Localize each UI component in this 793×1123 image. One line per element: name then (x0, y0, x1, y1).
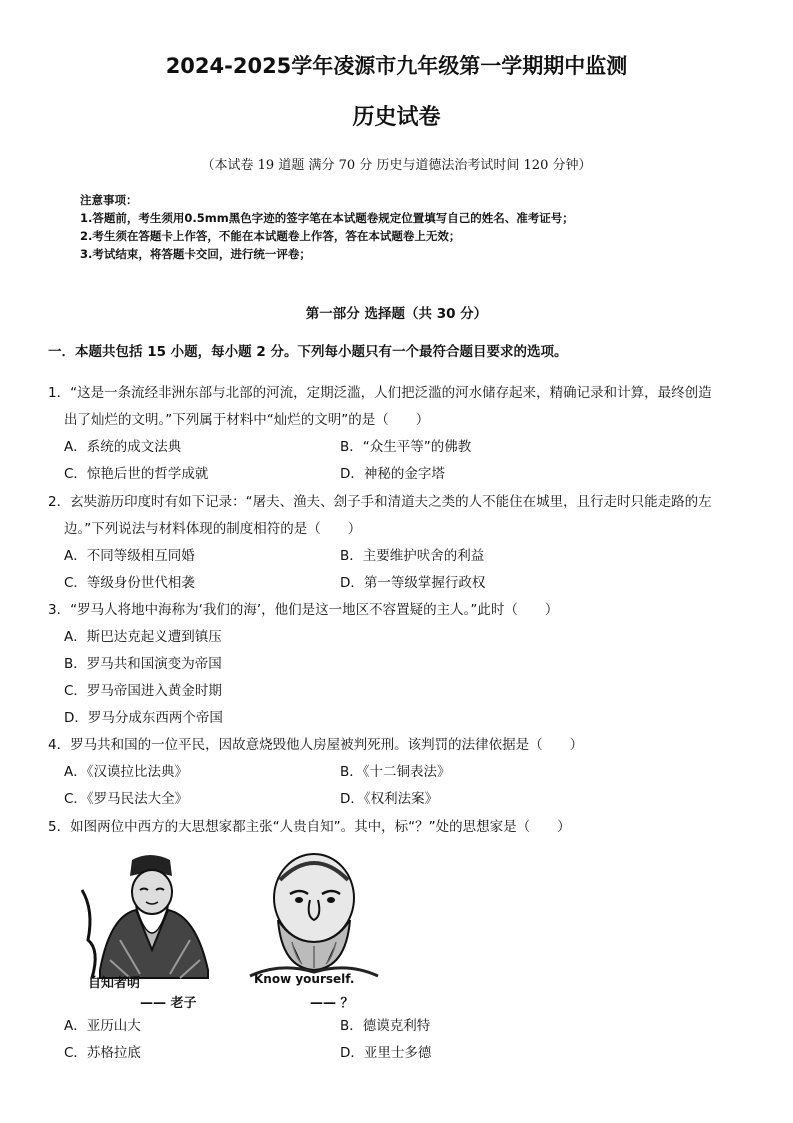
thinkers-figure (80, 850, 380, 1010)
question-stem: 2．玄奘游历印度时有如下记录：“屠夫、渔夫、刽子手和清道夫之类的人不能住在城里，且行走时只能走路的左 (48, 494, 712, 510)
option-d: D．第一等级掌握行政权 (340, 575, 486, 591)
option-a: A．《汉谟拉比法典》 (64, 764, 188, 780)
option-d: D．《权利法案》 (340, 791, 439, 807)
option-d: D．罗马分成东西两个帝国 (64, 710, 223, 726)
exam-subtitle: 历史试卷 (352, 105, 441, 130)
laozi-illustration (80, 850, 228, 1010)
option-c: C．《罗马民法大全》 (64, 791, 189, 807)
question-stem-cont: 边。”下列说法与材料体现的制度相符的是（ ） (64, 521, 362, 537)
option-a: A．不同等级相互同婚 (64, 548, 195, 564)
question-stem: 3．“罗马人将地中海称为‘我们的海’，他们是这一地区不容置疑的主人。”此时（ ） (48, 602, 559, 618)
option-c: C．罗马帝国进入黄金时期 (64, 683, 222, 699)
socrates-illustration (240, 850, 388, 1010)
exam-info: （本试卷 19 道题 满分 70 分 历史与道德法治考试时间 120 分钟） (201, 158, 592, 173)
question-4 (48, 732, 748, 813)
question-stem-cont: 出了灿烂的文明。”下列属于材料中“灿烂的文明”的是（ ） (64, 412, 430, 428)
left-author: —— 老子 (140, 996, 197, 1011)
option-a: A．斯巴达克起义遭到镇压 (64, 629, 222, 645)
option-a: A．亚历山大 (64, 1018, 141, 1034)
option-d: D．神秘的金字塔 (340, 466, 445, 482)
exam-title: 2024-2025学年凌源市九年级第一学期期中监测 (165, 54, 628, 78)
question-5-options (48, 1013, 748, 1067)
question-stem: 4．罗马共和国的一位平民，因故意烧毁他人房屋被判死刑。该判罚的法律依据是（ ） (48, 737, 584, 753)
question-1 (48, 380, 748, 488)
option-c: C．苏格拉底 (64, 1045, 141, 1061)
section-title: 一．本题共包括 15 小题，每小题 2 分。下列每小题只有一个最符合题目要求的选项。 (48, 344, 568, 360)
notes-item: 2.考生须在答题卡上作答，不能在本试题卷上作答，答在本试题卷上无效； (80, 229, 461, 243)
right-caption: Know yourself. (254, 972, 355, 986)
left-caption: 自知者明 (88, 976, 141, 991)
option-b: B．《十二铜表法》 (340, 764, 451, 780)
question-stem: 1．“这是一条流经非洲东部与北部的河流，定期泛滥，人们把泛滥的河水储存起来，精确记录和计算，最终创造 (48, 385, 712, 401)
part-title: 第一部分 选择题（共 30 分） (305, 306, 488, 322)
notes-item: 1.答题前，考生须用0.5mm黑色字迹的签字笔在本试题卷规定位置填写自己的姓名、准考证号； (80, 211, 574, 225)
option-d: D．亚里士多德 (340, 1045, 432, 1061)
question-5 (48, 814, 748, 841)
question-2 (48, 489, 748, 597)
option-b: B．罗马共和国演变为帝国 (64, 656, 222, 672)
notes-item: 3.考试结束，将答题卡交回，进行统一评卷； (80, 247, 311, 261)
option-a: A．系统的成文法典 (64, 439, 182, 455)
option-c: C．等级身份世代相袭 (64, 575, 195, 591)
option-b: B．“众生平等”的佛教 (340, 439, 472, 455)
question-3 (48, 597, 748, 732)
socrates-portrait-icon (240, 850, 388, 1010)
option-b: B．主要维护吠舍的利益 (340, 548, 485, 564)
notes-block (80, 191, 574, 263)
right-author: —— ？ (310, 996, 354, 1011)
question-stem: 5．如图两位中西方的大思想家都主张“人贵自知”。其中，标“？”处的思想家是（ ） (48, 819, 571, 835)
option-c: C．惊艳后世的哲学成就 (64, 466, 209, 482)
option-b: B．德谟克利特 (340, 1018, 431, 1034)
notes-heading: 注意事项： (80, 193, 138, 207)
